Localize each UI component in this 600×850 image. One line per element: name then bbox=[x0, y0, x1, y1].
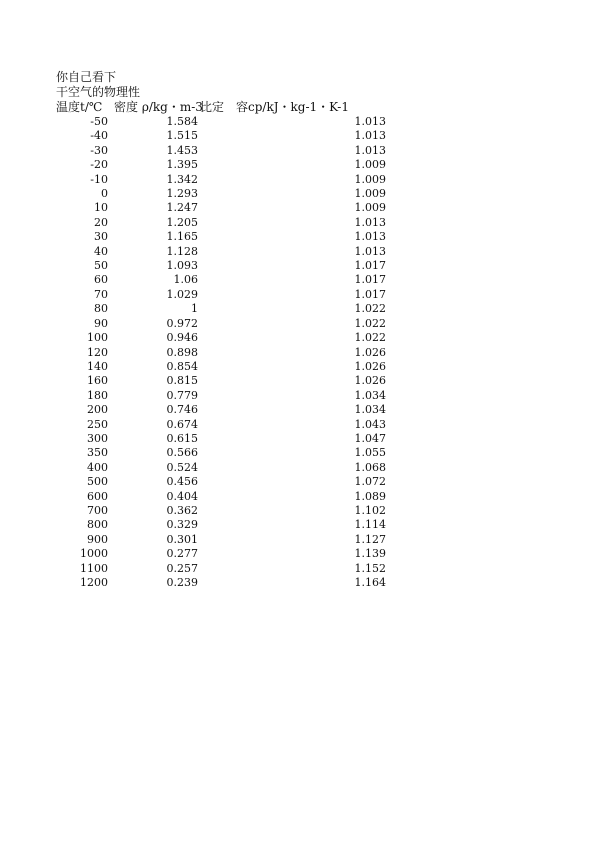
specific-heat-cell[interactable]: 1.013 bbox=[354, 143, 386, 157]
density-cell[interactable]: 0.566 bbox=[166, 446, 198, 460]
temperature-cell[interactable]: 350 bbox=[87, 446, 108, 460]
table-row bbox=[56, 475, 386, 489]
density-cell[interactable]: 1.453 bbox=[166, 143, 198, 157]
temperature-cell[interactable]: 160 bbox=[87, 374, 108, 388]
header-row bbox=[56, 100, 396, 115]
table-row bbox=[56, 115, 386, 129]
table-row bbox=[56, 518, 386, 532]
specific-heat-cell[interactable]: 1.034 bbox=[354, 403, 386, 417]
data-table bbox=[56, 115, 386, 590]
table-row bbox=[56, 302, 386, 316]
density-cell[interactable]: 1.247 bbox=[166, 201, 198, 215]
specific-heat-cell[interactable]: 1.013 bbox=[354, 129, 386, 143]
density-cell[interactable]: 0.674 bbox=[166, 417, 198, 431]
density-cell[interactable]: 0.404 bbox=[166, 489, 198, 503]
density-cell[interactable]: 0.946 bbox=[166, 331, 198, 345]
specific-heat-cell[interactable]: 1.009 bbox=[354, 158, 386, 172]
specific-heat-cell[interactable]: 1.017 bbox=[354, 273, 386, 287]
table-row bbox=[56, 360, 386, 374]
temperature-cell[interactable]: 300 bbox=[87, 431, 108, 445]
specific-heat-cell[interactable]: 1.043 bbox=[354, 417, 386, 431]
temperature-cell[interactable]: 250 bbox=[87, 417, 108, 431]
specific-heat-cell[interactable]: 1.034 bbox=[354, 388, 386, 402]
specific-heat-cell[interactable]: 1.102 bbox=[354, 503, 386, 517]
temperature-cell[interactable]: 70 bbox=[94, 287, 108, 301]
temperature-cell[interactable]: 700 bbox=[87, 503, 108, 517]
temperature-cell[interactable]: 500 bbox=[87, 475, 108, 489]
header-specific-heat[interactable]: 比定 容cp/kJ・kg-1・K-1 bbox=[200, 100, 349, 114]
temperature-cell[interactable]: 0 bbox=[101, 187, 108, 201]
table-row bbox=[56, 230, 386, 244]
density-cell[interactable]: 1.293 bbox=[166, 187, 198, 201]
table-row bbox=[56, 129, 386, 143]
table-row bbox=[56, 576, 386, 590]
specific-heat-cell[interactable]: 1.013 bbox=[354, 215, 386, 229]
temperature-cell[interactable]: 30 bbox=[94, 230, 108, 244]
table-row bbox=[56, 490, 386, 504]
note-cell[interactable]: 你自己看下 bbox=[56, 70, 117, 84]
specific-heat-cell[interactable]: 1.139 bbox=[354, 547, 386, 561]
temperature-cell[interactable]: 10 bbox=[94, 201, 108, 215]
table-row bbox=[56, 201, 386, 215]
table-row bbox=[56, 504, 386, 518]
header-density[interactable]: 密度 ρ/kg・m-3 bbox=[114, 100, 203, 114]
specific-heat-cell[interactable]: 1.022 bbox=[354, 302, 386, 316]
specific-heat-cell[interactable]: 1.152 bbox=[354, 561, 386, 575]
specific-heat-cell[interactable]: 1.047 bbox=[354, 431, 386, 445]
specific-heat-cell[interactable]: 1.009 bbox=[354, 172, 386, 186]
density-cell[interactable]: 1.205 bbox=[166, 215, 198, 229]
table-row bbox=[56, 158, 386, 172]
data-table-body bbox=[56, 115, 386, 590]
density-cell[interactable]: 0.746 bbox=[166, 403, 198, 417]
table-row bbox=[56, 317, 386, 331]
temperature-cell[interactable]: 400 bbox=[87, 460, 108, 474]
temperature-cell[interactable]: 140 bbox=[87, 359, 108, 373]
specific-heat-cell[interactable]: 1.127 bbox=[354, 532, 386, 546]
density-cell[interactable]: 1.395 bbox=[166, 158, 198, 172]
table-row bbox=[56, 374, 386, 388]
table-row bbox=[56, 446, 386, 460]
specific-heat-cell[interactable]: 1.055 bbox=[354, 446, 386, 460]
density-cell[interactable]: 0.277 bbox=[166, 547, 198, 561]
specific-heat-cell[interactable]: 1.017 bbox=[354, 259, 386, 273]
specific-heat-cell[interactable]: 1.013 bbox=[354, 244, 386, 258]
specific-heat-cell[interactable]: 1.017 bbox=[354, 287, 386, 301]
temperature-cell[interactable]: 1000 bbox=[80, 547, 108, 561]
table-row bbox=[56, 461, 386, 475]
specific-heat-cell[interactable]: 1.009 bbox=[354, 187, 386, 201]
temperature-cell[interactable]: 50 bbox=[94, 259, 108, 273]
specific-heat-cell[interactable]: 1.164 bbox=[354, 576, 386, 589]
temperature-cell[interactable]: 120 bbox=[87, 345, 108, 359]
temperature-cell[interactable]: 80 bbox=[94, 302, 108, 316]
density-cell[interactable]: 0.854 bbox=[166, 359, 198, 373]
table-row bbox=[56, 273, 386, 287]
density-cell[interactable]: 1.029 bbox=[166, 287, 198, 301]
density-cell[interactable]: 0.362 bbox=[166, 503, 198, 517]
temperature-cell[interactable]: 60 bbox=[94, 273, 108, 287]
table-row bbox=[56, 187, 386, 201]
specific-heat-cell[interactable]: 1.068 bbox=[354, 460, 386, 474]
density-cell[interactable]: 1.165 bbox=[166, 230, 198, 244]
header-temperature[interactable]: 温度t/℃ bbox=[56, 100, 103, 114]
specific-heat-cell[interactable]: 1.022 bbox=[354, 331, 386, 345]
table-row bbox=[56, 533, 386, 547]
table-row bbox=[56, 259, 386, 273]
table-row bbox=[56, 547, 386, 561]
specific-heat-cell[interactable]: 1.013 bbox=[354, 115, 386, 128]
density-cell[interactable]: 1.128 bbox=[166, 244, 198, 258]
temperature-cell[interactable]: -20 bbox=[90, 158, 108, 172]
table-row bbox=[56, 346, 386, 360]
temperature-cell[interactable]: 600 bbox=[87, 489, 108, 503]
density-cell[interactable]: 1.093 bbox=[166, 259, 198, 273]
density-cell[interactable]: 0.615 bbox=[166, 431, 198, 445]
table-row bbox=[56, 216, 386, 230]
table-row bbox=[56, 562, 386, 576]
temperature-cell[interactable]: 200 bbox=[87, 403, 108, 417]
table-row bbox=[56, 432, 386, 446]
table-row bbox=[56, 418, 386, 432]
specific-heat-cell[interactable]: 1.009 bbox=[354, 201, 386, 215]
temperature-cell[interactable]: 800 bbox=[87, 518, 108, 532]
table-row bbox=[56, 173, 386, 187]
density-cell[interactable]: 0.815 bbox=[166, 374, 198, 388]
density-cell[interactable]: 0.257 bbox=[166, 561, 198, 575]
temperature-cell[interactable]: -10 bbox=[90, 172, 108, 186]
spreadsheet-sheet bbox=[56, 70, 396, 590]
specific-heat-cell[interactable]: 1.026 bbox=[354, 374, 386, 388]
density-cell[interactable]: 1 bbox=[191, 302, 198, 316]
density-cell[interactable]: 0.329 bbox=[166, 518, 198, 532]
specific-heat-cell[interactable]: 1.114 bbox=[354, 518, 386, 532]
temperature-cell[interactable]: -40 bbox=[90, 129, 108, 143]
temperature-cell[interactable]: 40 bbox=[94, 244, 108, 258]
temperature-cell[interactable]: 900 bbox=[87, 532, 108, 546]
temperature-cell[interactable]: 100 bbox=[87, 331, 108, 345]
density-cell[interactable]: 0.456 bbox=[166, 475, 198, 489]
temperature-cell[interactable]: 1200 bbox=[80, 576, 108, 589]
temperature-cell[interactable]: -50 bbox=[90, 115, 108, 128]
density-cell[interactable]: 1.515 bbox=[166, 129, 198, 143]
specific-heat-cell[interactable]: 1.022 bbox=[354, 316, 386, 330]
temperature-cell[interactable]: 180 bbox=[87, 388, 108, 402]
temperature-cell[interactable]: 90 bbox=[94, 316, 108, 330]
density-cell[interactable]: 1.342 bbox=[166, 172, 198, 186]
density-cell[interactable]: 0.524 bbox=[166, 460, 198, 474]
temperature-cell[interactable]: 1100 bbox=[80, 561, 108, 575]
table-row bbox=[56, 245, 386, 259]
density-cell[interactable]: 0.779 bbox=[166, 388, 198, 402]
specific-heat-cell[interactable]: 1.072 bbox=[354, 475, 386, 489]
density-cell[interactable]: 0.898 bbox=[166, 345, 198, 359]
table-row bbox=[56, 389, 386, 403]
temperature-cell[interactable]: -30 bbox=[90, 143, 108, 157]
specific-heat-cell[interactable]: 1.089 bbox=[354, 489, 386, 503]
density-cell[interactable]: 1.06 bbox=[173, 273, 198, 287]
table-row bbox=[56, 288, 386, 302]
specific-heat-cell[interactable]: 1.026 bbox=[354, 359, 386, 373]
specific-heat-cell[interactable]: 1.013 bbox=[354, 230, 386, 244]
density-cell[interactable]: 0.239 bbox=[166, 576, 198, 589]
table-title-cell[interactable]: 干空气的物理性 bbox=[56, 85, 141, 99]
table-row bbox=[56, 331, 386, 345]
density-cell[interactable]: 0.301 bbox=[166, 532, 198, 546]
temperature-cell[interactable]: 20 bbox=[94, 215, 108, 229]
table-row bbox=[56, 144, 386, 158]
table-row bbox=[56, 403, 386, 417]
density-cell[interactable]: 0.972 bbox=[166, 316, 198, 330]
specific-heat-cell[interactable]: 1.026 bbox=[354, 345, 386, 359]
density-cell[interactable]: 1.584 bbox=[166, 115, 198, 128]
